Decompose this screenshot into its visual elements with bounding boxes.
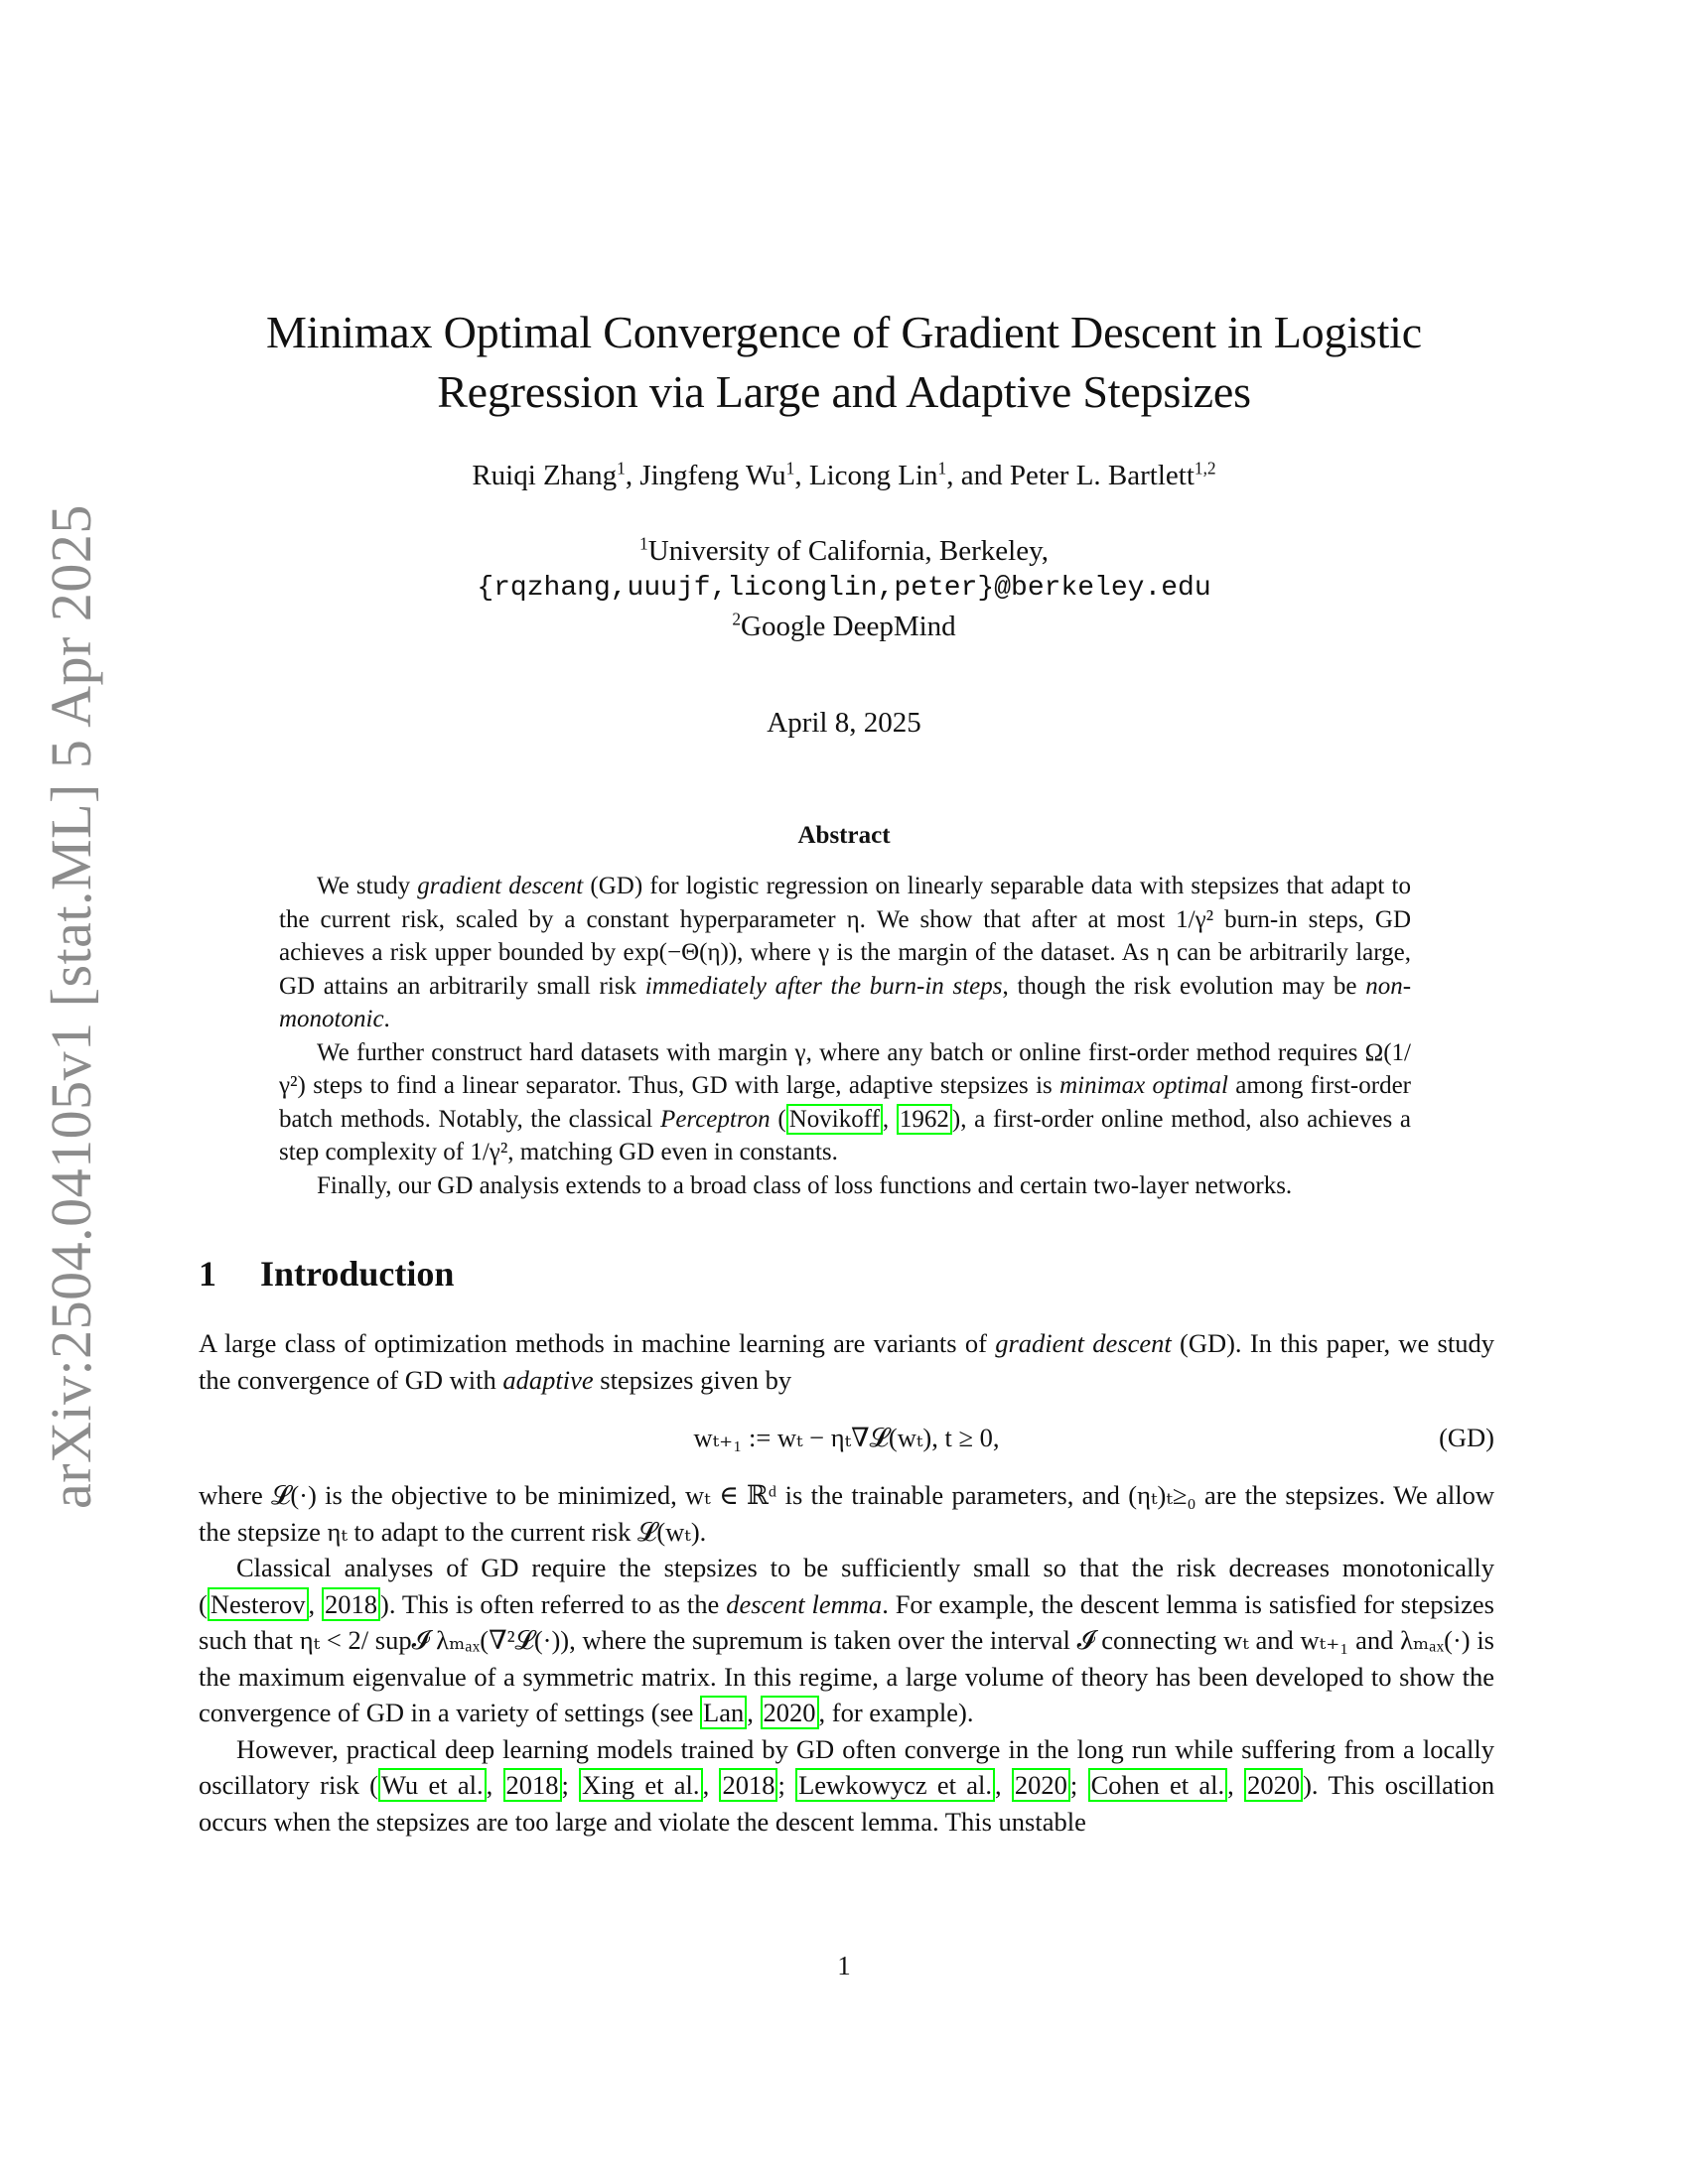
author-affiliation-mark: 1,2 <box>1194 458 1216 478</box>
citation-link-novikoff[interactable]: Novikoff <box>786 1104 883 1135</box>
body-paragraph: However, practical deep learning models trained by GD often converge in the long run while suffering from a locally oscillatory risk ( Wu et al. , 2018 ; Xing et al. , 2018 ; Lewkowycz et al. , 2020 ; Cohen et al. , 2020 ). This oscillation occurs when the stepsizes are too large and violate the descent lemma. This unstable <box>199 1733 1495 1837</box>
title-line-2: Regression via Large and Adaptive Stepsizes <box>437 366 1251 417</box>
equation-expression: wₜ₊₁ := wₜ − ηₜ∇𝓛(wₜ), t ≥ 0, <box>693 1423 1000 1452</box>
arxiv-stamp: arXiv:2504.04105v1 [stat.ML] 5 Apr 2025 <box>39 504 103 1509</box>
author-affiliation-mark: 1 <box>617 458 626 478</box>
author-affiliation-mark: 1 <box>937 458 947 478</box>
author-list <box>199 460 1489 492</box>
abstract-heading: Abstract <box>797 822 891 849</box>
paper-title <box>199 303 1489 422</box>
body-paragraph: A large class of optimization methods in machine learning are variants of gradient descent (GD). In this paper, we study the convergence of GD with adaptive stepsizes given by <box>199 1328 1494 1395</box>
affiliation-text: University of California, Berkeley, <box>647 535 1049 567</box>
citation-link-xing[interactable]: Xing et al. <box>579 1768 702 1802</box>
citation-link-lewkowycz[interactable]: Lewkowycz et al. <box>795 1768 995 1802</box>
citation-link-cohen-year[interactable]: 2020 <box>1244 1768 1303 1802</box>
affiliation-mark: 1 <box>639 533 648 554</box>
paper-date: April 8, 2025 <box>767 707 921 739</box>
intro-body <box>199 1325 1494 1840</box>
citation-link-cohen[interactable]: Cohen et al. <box>1088 1768 1228 1802</box>
title-line-1: Minimax Optimal Convergence of Gradient Descent in Logistic <box>266 307 1422 357</box>
abstract-paragraph: We study gradient descent (GD) for logistic regression on linearly separable data with stepsizes that adapt to the current risk, scaled by a constant hyperparameter η. We show that after at most 1/γ² burn-in steps, GD achieves a risk upper bounded by exp(−Θ(η)), where γ is the margin of the dataset. As η can be arbitrarily large, GD attains an arbitrarily small risk immediately after the burn-in steps, though the risk evolution may be non-monotonic. <box>279 873 1412 1032</box>
section-number: 1 <box>199 1254 216 1294</box>
author-name: Jingfeng Wu <box>639 460 786 491</box>
citation-link-wu-year[interactable]: 2018 <box>503 1768 562 1802</box>
citation-link-lan-year[interactable]: 2020 <box>761 1696 819 1729</box>
affiliation-mark: 2 <box>732 609 742 629</box>
abstract-paragraph: Finally, our GD analysis extends to a broad class of loss functions and certain two-layer networks. <box>317 1171 1293 1199</box>
author-name: Ruiqi Zhang <box>472 460 618 491</box>
section-heading <box>199 1253 454 1295</box>
citation-link-novikoff-year[interactable]: 1962 <box>897 1104 952 1135</box>
page-number: 1 <box>837 1951 851 1980</box>
citation-link-xing-year[interactable]: 2018 <box>719 1768 777 1802</box>
author-separator: , and <box>946 460 1010 491</box>
author-separator: , <box>625 460 640 491</box>
abstract-paragraph: We further construct hard datasets with margin γ, where any batch or online first-order method requires Ω(1/γ²) steps to find a linear separator. Thus, GD with large, adaptive stepsizes is minimax optimal among first-order batch methods. Notably, the classical Perceptron ( Novikoff , 1962 ), a first-order online method, also achieves a step complexity of 1/γ², matching GD even in constants. <box>279 1038 1412 1165</box>
citation-link-nesterov-year[interactable]: 2018 <box>322 1587 380 1621</box>
citation-link-wu[interactable]: Wu et al. <box>378 1768 487 1802</box>
author-name: Peter L. Bartlett <box>1009 460 1195 491</box>
body-paragraph: where 𝓛(·) is the objective to be minimized, wₜ ∈ ℝᵈ is the trainable parameters, and (ηₜ)ₜ≥₀ are the stepsizes. We allow the stepsize ηₜ to adapt to the current risk 𝓛(wₜ). <box>199 1480 1494 1547</box>
equation-tag: (GD) <box>1439 1423 1494 1452</box>
affiliation-2 <box>199 608 1489 645</box>
affiliation-text: Google DeepMind <box>741 611 956 642</box>
author-name: Licong Lin <box>808 460 938 491</box>
author-affiliation-mark: 1 <box>785 458 795 478</box>
affiliation-1 <box>199 532 1489 570</box>
abstract-body <box>279 870 1411 1202</box>
equation-gd <box>199 1420 1494 1455</box>
citation-link-lan[interactable]: Lan <box>700 1696 747 1729</box>
citation-link-nesterov[interactable]: Nesterov <box>208 1587 309 1621</box>
author-separator: , <box>794 460 809 491</box>
section-title: Introduction <box>260 1254 455 1294</box>
author-emails: {rqzhang,uuujf,liconglin,peter}@berkeley.edu <box>477 573 1211 604</box>
affiliations <box>199 532 1489 645</box>
citation-link-lewkowycz-year[interactable]: 2020 <box>1012 1768 1070 1802</box>
body-paragraph: Classical analyses of GD require the stepsizes to be sufficiently small so that the risk decreases monotonically ( Nesterov , 2018 ). This is often referred to as the descent lemma. For example, the descent lemma is satisfied for stepsizes such that ηₜ < 2/ sup𝓘 λₘₐₓ(∇²𝓛(·)), where the supremum is taken over the interval 𝓘 connecting wₜ and wₜ₊₁ and λₘₐₓ(·) is the maximum eigenvalue of a symmetric matrix. In this regime, a large volume of theory has been developed to show the convergence of GD in a variety of settings (see Lan , 2020 , for example). <box>199 1553 1494 1727</box>
